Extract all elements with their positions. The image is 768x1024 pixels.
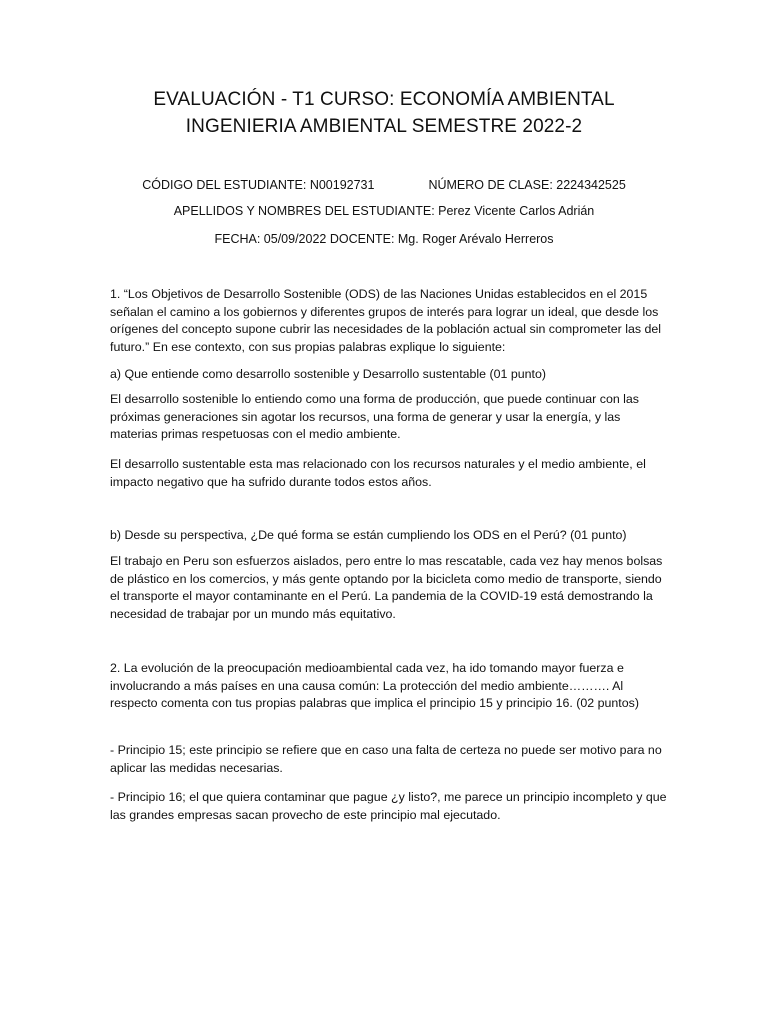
document-title: EVALUACIÓN - T1 CURSO: ECONOMÍA AMBIENTAL INGENIERIA AMBIENTAL SEMESTRE 2022-2 [153,89,615,137]
question-1-prompt: 1. “Los Objetivos de Desarrollo Sostenible (ODS) de las Naciones Unidas establecidos en el 2015 señalan el camino a los gobiernos y diferentes grupos de interés para lograr un ideal, que desde los orígenes del concepto supone cubrir las necesidades de la población actual sin comprometer las del futuro.” En ese contexto, con sus propias palabras explique lo siguiente: [110,287,662,354]
question-1a-prompt: a) Que entiende como desarrollo sostenible y Desarrollo sustentable (01 punto) [110,367,546,381]
student-name: APELLIDOS Y NOMBRES DEL ESTUDIANTE: Perez Vicente Carlos Adrián [173,204,595,218]
question-1a-answer-sostenible: El desarrollo sostenible lo entiendo como una forma de producción, que puede continuar con las próximas generaciones sin agotar los recursos, una forma de generar y usar la energía, y las materias primas respetuosas con el medio ambiente. [110,392,640,442]
student-code: CÓDIGO DEL ESTUDIANTE: N00192731 [142,178,375,192]
question-1b-prompt: b) Desde su perspectiva, ¿De qué forma se están cumpliendo los ODS en el Perú? (01 punto) [110,528,627,542]
question-1b-answer: El trabajo en Peru son esfuerzos aislados, pero entre lo mas rescatable, cada vez hay menos bolsas de plástico en los comercios, y más gente optando por la bicicleta como medio de transporte, siendo el transporte el mayor contaminante en el Perú. La pandemia de la COVID-19 está demostrando la necesidad de trabajar por un mundo más equitativo. [110,554,663,621]
principle-16-answer: - Principio 16; el que quiera contaminar que pague ¿y listo?, me parece un principio incompleto y que las grandes empresas sacan provecho de este principio mal ejecutado. [110,790,667,822]
principle-15-answer: - Principio 15; este principio se refiere que en caso una falta de certeza no puede ser motivo para no aplicar las medidas necesarias. [110,743,662,775]
question-2-prompt: 2. La evolución de la preocupación medioambiental cada vez, ha ido tomando mayor fuerza e involucrando a más países en una causa común: La protección del medio ambiente………. Al respecto comenta con tus propias palabras que implica el principio 15 y principio 16. (02 puntos) [110,661,639,711]
date-teacher: FECHA: 05/09/2022 DOCENTE: Mg. Roger Arévalo Herreros [214,232,554,246]
question-1a-answer-sustentable: El desarrollo sustentable esta mas relacionado con los recursos naturales y el medio ambiente, el impacto negativo que ha sufrido durante todos estos años. [110,457,646,489]
class-number: NÚMERO DE CLASE: 2224342525 [428,178,626,192]
student-info-row [60,177,708,193]
